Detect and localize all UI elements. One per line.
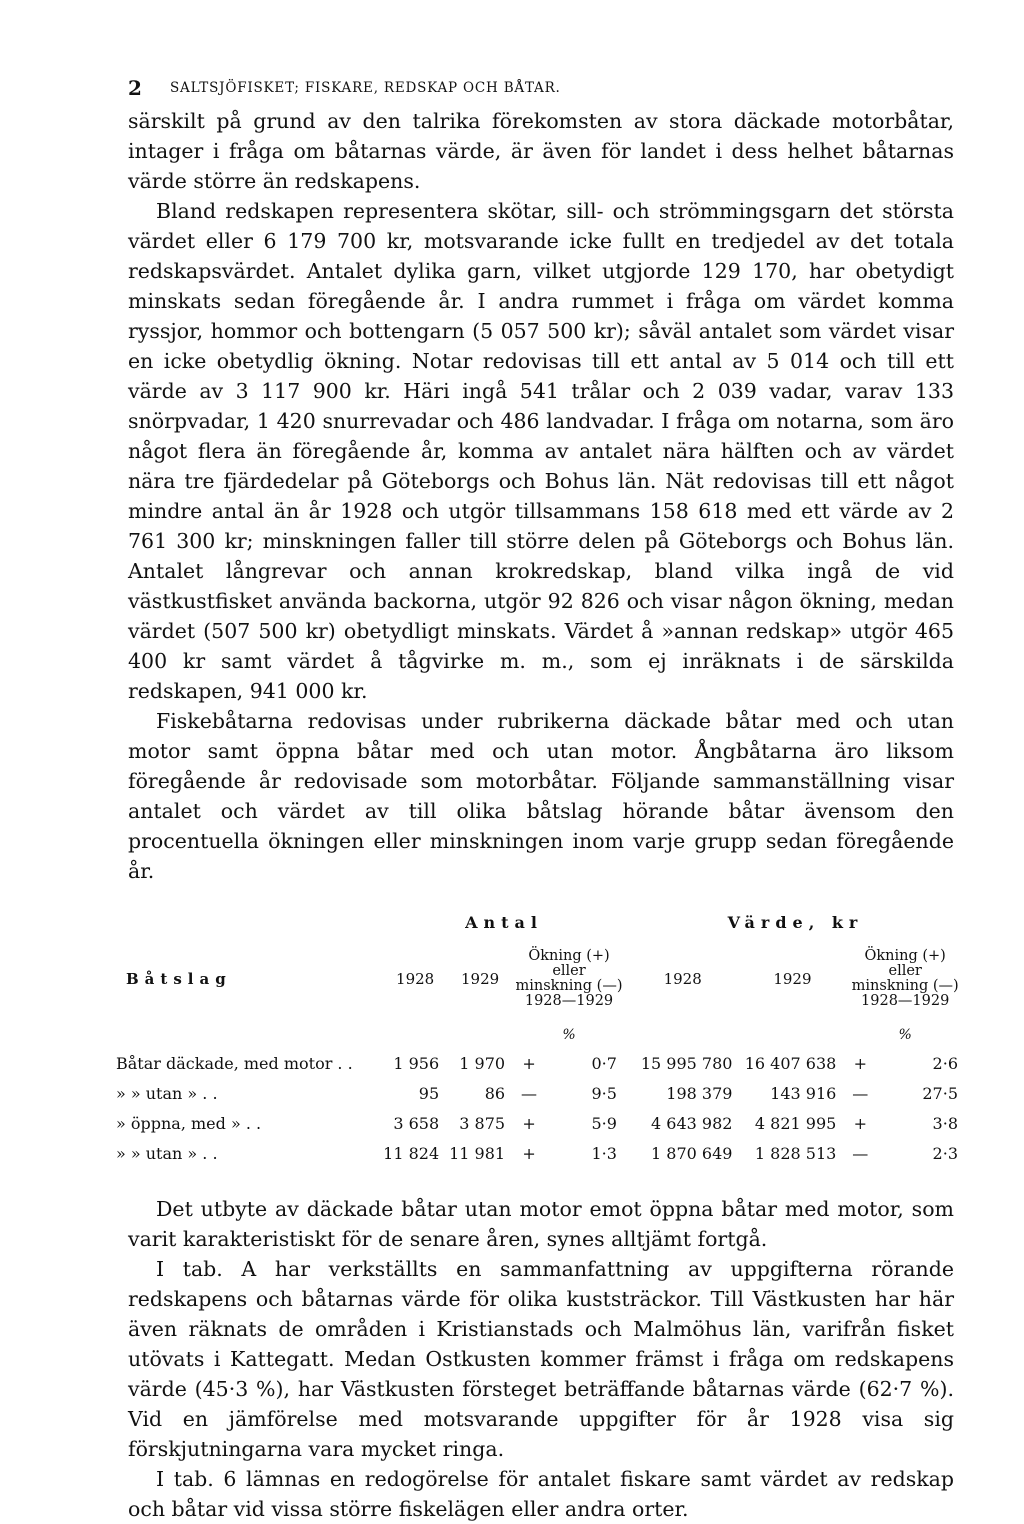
cell-varde-change: 2·6 [932, 1053, 958, 1073]
cell-antal-sign: — [521, 1083, 538, 1103]
cell-varde-sign: — [852, 1083, 869, 1103]
paragraph: Bland redskapen representera skötar, sill- och strömmingsgarn det största värdet eller 6 179 700 kr, motsvarande icke fullt en tredjedel av det totala redskapsvärdet. Antalet dylika garn, vilket utgjorde 129 170, har obetydigt minskats sedan föregående år. I andra rummet i fråga om värdet komma ryssjor, hommor och bottengarn (5 057 500 kr); såväl antalet som värdet visar en icke obetydlig ökning. Notar redovisas till ett antal av 5 014 och till ett värde av 3 117 900 kr. Häri ingå 541 trålar och 2 039 vadar, varav 133 snörpvadar, 1 420 snurrevadar och 486 landvadar. I fråga om notarna, som äro något flera än föregående år, komma av antalet nära hälften och av värdet nära tre fjärdedelar på Göteborgs och Bohus län. Nät redovisas till ett något mindre antal än år 1928 och utgör tillsammans 158 618 med ett värde av 2 761 300 kr; minskningen faller till större delen på Göteborgs och Bohus län. Antalet långrevar och annan krokredskap, bland vilka ingå de vid västkustfisket använda backorna, utgör 92 826 och visar någon ökning, medan värdet (507 500 kr) obetydligt minskats. Värdet å »annan redskap» utgör 465 400 kr samt värdet å tågvirke m. m., som ej inräknats i de särskilda redskapen, 941 000 kr. [128, 199, 954, 703]
cell-varde-1928: 1 870 649 [651, 1143, 733, 1163]
column-header-varde-1928: 1928 [663, 969, 702, 988]
cell-varde-1928: 4 643 982 [651, 1113, 733, 1133]
cell-antal-1929: 11 981 [449, 1143, 506, 1163]
column-header-antal-change: Ökning (+) eller minskning (—) 1928—1929 [515, 948, 623, 1009]
table-row [116, 1078, 966, 1108]
cell-varde-sign: + [853, 1053, 867, 1073]
cell-antal-1928: 95 [418, 1083, 440, 1103]
row-label: » » utan » . . [116, 1083, 218, 1103]
cell-antal-1928: 1 956 [393, 1053, 440, 1073]
cell-antal-change: 5·9 [591, 1113, 617, 1133]
table-row [116, 1108, 966, 1138]
cell-antal-sign: + [522, 1143, 536, 1163]
group-header-varde: Värde, kr [727, 912, 864, 932]
column-header-varde-1929: 1929 [773, 969, 812, 988]
cell-varde-sign: + [853, 1113, 867, 1133]
cell-varde-sign: — [852, 1143, 869, 1163]
cell-antal-1929: 86 [484, 1083, 506, 1103]
bottom-text [128, 1194, 954, 1524]
cell-varde-change: 27·5 [922, 1083, 958, 1103]
cell-varde-1929: 1 828 513 [754, 1143, 837, 1163]
page [116, 70, 959, 1524]
table-row [116, 1048, 966, 1078]
group-header-antal: Antal [465, 912, 543, 932]
cell-antal-sign: + [522, 1113, 536, 1133]
row-label: » » utan » . . [116, 1143, 218, 1163]
paragraph: särskilt på grund av den talrika förekomsten av stora däckade motorbåtar, intager i fråga om båtarnas värde, är även för landet i dess helhet båtarnas värde större än redskapens. [128, 109, 954, 193]
percent-unit: % [562, 1027, 576, 1043]
cell-antal-change: 1·3 [591, 1143, 617, 1163]
cell-antal-1928: 3 658 [393, 1113, 440, 1133]
row-label: » öppna, med » . . [116, 1113, 262, 1133]
running-head [128, 70, 954, 106]
cell-antal-1929: 1 970 [459, 1053, 506, 1073]
paragraph: Fiskebåtarna redovisas under rubrikerna däckade båtar med och utan motor samt öppna båtar med och utan motor. Ångbåtarna äro liksom föregående år redovisade som motorbåtar. Följande sammanställning visar antalet och värdet av till olika båtslag hörande båtar ävensom den procentuella ökningen eller minskningen inom varje grupp sedan föregående år. [128, 709, 954, 883]
cell-varde-1928: 15 995 780 [640, 1053, 733, 1073]
cell-varde-1929: 16 407 638 [744, 1053, 837, 1073]
column-header-antal-1928: 1928 [396, 969, 435, 988]
running-title: SALTSJÖFISKET; FISKARE, REDSKAP OCH BÅTAR. [170, 80, 561, 96]
percent-unit: % [898, 1027, 912, 1043]
cell-antal-sign: + [522, 1053, 536, 1073]
cell-antal-change: 0·7 [591, 1053, 617, 1073]
cell-varde-1929: 143 916 [770, 1083, 837, 1103]
paragraph: Det utbyte av däckade båtar utan motor emot öppna båtar med motor, som varit karakteristiskt för de senare åren, synes alltjämt fortgå. [128, 1197, 954, 1251]
column-header-antal-1929: 1929 [461, 969, 500, 988]
cell-varde-change: 3·8 [932, 1113, 958, 1133]
cell-antal-change: 9·5 [591, 1083, 617, 1103]
column-header-varde-change: Ökning (+) eller minskning (—) 1928—1929 [851, 948, 959, 1009]
table-row [116, 1138, 966, 1168]
cell-antal-1929: 3 875 [459, 1113, 506, 1133]
page-number: 2 [128, 76, 143, 100]
boat-statistics-table [116, 908, 966, 1168]
cell-antal-1928: 11 824 [383, 1143, 440, 1163]
column-header-batslag: Båtslag [126, 970, 232, 988]
cell-varde-change: 2·3 [932, 1143, 958, 1163]
cell-varde-1929: 4 821 995 [754, 1113, 837, 1133]
row-label: Båtar däckade, med motor . . [116, 1053, 353, 1073]
paragraph: I tab. A har verkställts en sammanfattning av uppgifterna rörande redskapens och båtarnas värde för olika kuststräckor. Till Västkusten har här även räknats de områden i Kristianstads och Malmöhus län, varifrån fisket utövats i Kattegatt. Medan Ostkusten kommer främst i fråga om redskapens värde (45·3 %), har Västkusten försteget beträffande båtarnas värde (62·7 %). Vid en jämförelse med motsvarande uppgifter för år 1928 visa sig förskjutningarna vara mycket ringa. [128, 1257, 954, 1461]
paragraph: I tab. 6 lämnas en redogörelse för antalet fiskare samt värdet av redskap och båtar vid vissa större fiskelägen eller andra orter. [128, 1467, 954, 1521]
cell-varde-1928: 198 379 [666, 1083, 733, 1103]
